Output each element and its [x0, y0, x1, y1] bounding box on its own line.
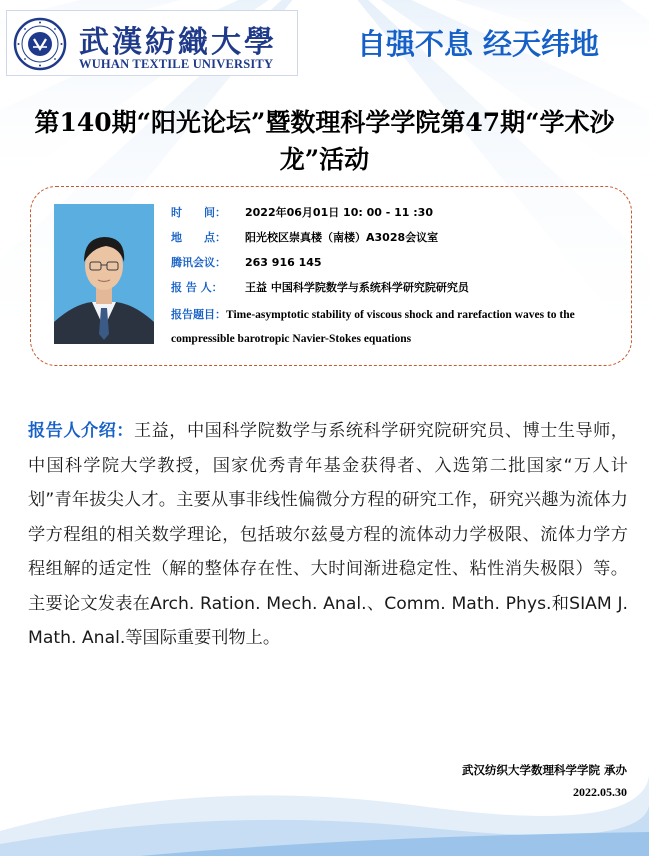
info-time: [171, 203, 631, 228]
meeting-label: 腾讯会议：: [171, 256, 226, 269]
speaker-value: 王益 中国科学院数学与系统科学研究院研究员: [245, 281, 469, 294]
time-label: 时 间：: [171, 206, 226, 219]
topic-value: Time-asymptotic stability of viscous shock and rarefaction waves to the compressible barotropic Navier-Stokes equations: [171, 309, 575, 345]
university-logo: [6, 10, 298, 76]
background-waves: [0, 736, 649, 856]
university-motto: 自强不息 经天纬地: [356, 27, 600, 61]
time-value: 2022年06月01日 10: 00 - 11 :30: [245, 206, 433, 219]
meeting-value: 263 916 145: [245, 256, 322, 269]
bio-heading: 报告人介绍：: [28, 421, 134, 441]
publish-date: 2022.05.30: [573, 785, 627, 799]
speaker-bio: [28, 414, 628, 656]
info-meeting: [171, 253, 631, 278]
university-name-en: WUHAN TEXTILE UNIVERSITY: [79, 57, 274, 71]
event-info: [171, 203, 631, 351]
place-label: 地 点：: [171, 231, 226, 244]
topic-label: 报告题目：: [171, 308, 226, 321]
bio-text: 王益，中国科学院数学与系统科学研究院研究员、博士生导师，中国科学院大学教授，国家优秀青年基金获得者、入选第二批国家“万人计划”青年拔尖人才。主要从事非线性偏微分方程的研究工作，研究兴趣为流体力学方程组的相关数学理论，包括玻尔兹曼方程的流体动力学极限、流体力学方程组解的适定性（解的整体存在性、大时间渐进稳定性、粘性消失极限）等。主要论文发表在Arch. Ration. Mech. Anal.、Comm. Math. Phys.和SIAM J. Math. Anal.等国际重要刊物上。: [28, 421, 628, 648]
place-value: 阳光校区崇真楼（南楼）A3028会议室: [245, 231, 439, 244]
speaker-photo: [54, 204, 154, 344]
header: [0, 0, 649, 90]
info-place: [171, 228, 631, 253]
university-seal-icon: [13, 17, 67, 71]
university-name-cn: 武漢紡織大學: [79, 25, 277, 60]
speaker-label: 报 告 人：: [171, 281, 223, 294]
organizer: 武汉纺织大学数理科学学院 承办: [461, 763, 627, 777]
info-speaker: [171, 278, 631, 303]
info-topic: [171, 303, 631, 351]
event-title: 第140期“阳光论坛”暨数理科学学院第47期“学术沙龙”活动: [34, 108, 615, 174]
